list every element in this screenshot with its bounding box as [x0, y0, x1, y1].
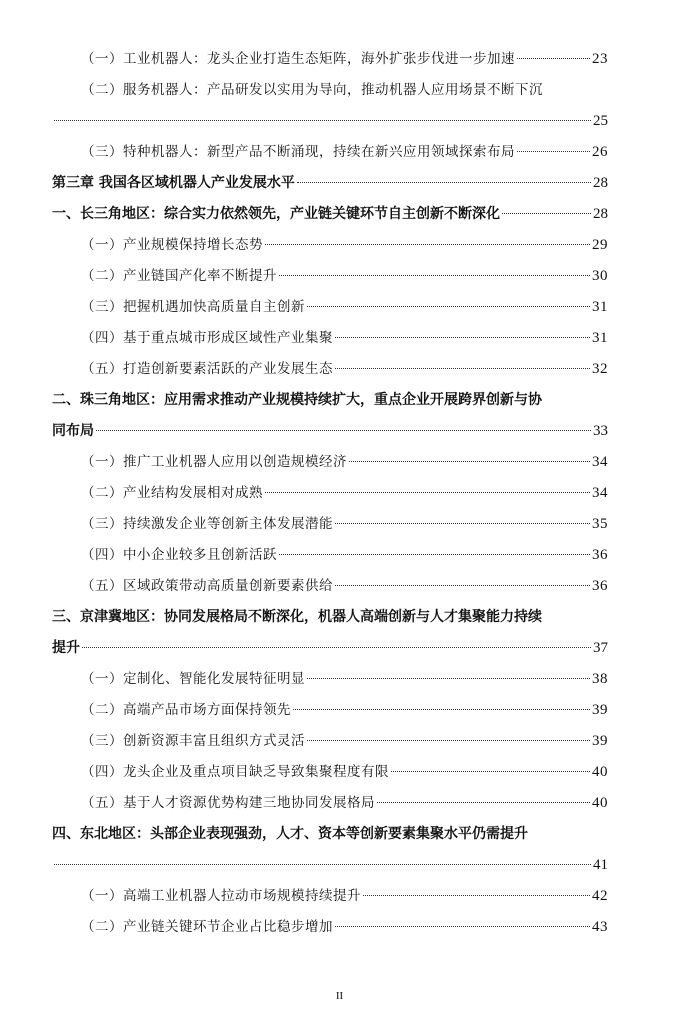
toc-entry-title: （三）把握机遇加快高质量自主创新	[81, 299, 305, 315]
toc-entry-title: （三）特种机器人：新型产品不断涌现，持续在新兴应用领域探索布局	[81, 144, 515, 160]
toc-entry[interactable]	[52, 881, 608, 912]
toc-entry-title: （四）基于重点城市形成区域性产业集聚	[81, 330, 333, 346]
toc-entry[interactable]	[52, 447, 608, 478]
toc-leader-dots	[391, 771, 590, 772]
toc-chapter-title: 第三章 我国各区域机器人产业发展水平	[52, 175, 295, 191]
toc-entry[interactable]	[52, 230, 608, 261]
toc-entry-title: （二）高端产品市场方面保持领先	[81, 702, 291, 718]
toc-section[interactable]	[52, 819, 608, 881]
toc-leader-dots	[502, 213, 591, 214]
toc-page-number: 43	[592, 919, 608, 935]
toc-entry-title: （五）区域政策带动高质量创新要素供给	[81, 578, 333, 594]
toc-entry[interactable]	[52, 540, 608, 571]
toc-entry-title: （一）定制化、智能化发展特征明显	[81, 671, 305, 687]
toc-entry[interactable]	[52, 509, 608, 540]
toc-leader-dots	[293, 709, 590, 710]
toc-section-title-continued: 提升	[52, 640, 80, 656]
toc-page-number: 41	[593, 857, 608, 873]
toc-section-title: 三、京津冀地区：协同发展格局不断深化，机器人高端创新与人才集聚能力持续	[52, 609, 542, 625]
toc-page-number: 42	[592, 888, 608, 904]
toc-section[interactable]	[52, 385, 608, 447]
toc-entry-title: （三）创新资源丰富且组织方式灵活	[81, 733, 305, 749]
toc-leader-dots	[377, 802, 590, 803]
toc-leader-dots	[363, 895, 590, 896]
toc-page-number: 40	[592, 795, 608, 811]
toc-entry[interactable]	[52, 695, 608, 726]
toc-page-number: 31	[592, 299, 608, 315]
toc-page-number: 40	[592, 764, 608, 780]
toc-section[interactable]	[52, 199, 608, 230]
toc-leader-dots	[307, 740, 590, 741]
toc-entry[interactable]	[52, 912, 608, 943]
toc-entry[interactable]	[52, 757, 608, 788]
toc-leader-dots	[307, 306, 590, 307]
toc-page-number: 39	[592, 702, 608, 718]
toc-leader-dots	[82, 647, 591, 648]
toc-entry[interactable]	[52, 75, 608, 137]
toc-page-number: 37	[593, 640, 608, 656]
toc-page-number: 36	[592, 547, 608, 563]
toc-page-number: 34	[592, 454, 608, 470]
toc-leader-dots	[54, 120, 591, 121]
toc-section-title: 一、长三角地区：综合实力依然领先，产业链关键环节自主创新不断深化	[52, 206, 500, 222]
toc-entry[interactable]	[52, 354, 608, 385]
toc-entry[interactable]	[52, 137, 608, 168]
toc-leader-dots	[265, 492, 590, 493]
toc-entry-title: （二）产业链关键环节企业占比稳步增加	[81, 919, 333, 935]
toc-entry-title: （四）龙头企业及重点项目缺乏导致集聚程度有限	[81, 764, 389, 780]
toc-page-number: 26	[592, 144, 608, 160]
toc-leader-dots	[335, 368, 590, 369]
toc-page-number: 28	[593, 175, 608, 191]
toc-entry[interactable]	[52, 292, 608, 323]
toc-section-title: 二、珠三角地区：应用需求推动产业规模持续扩大，重点企业开展跨界创新与协	[52, 392, 542, 408]
toc-leader-dots	[335, 585, 590, 586]
toc-page-number: 36	[592, 578, 608, 594]
toc-entry-title: （一）推广工业机器人应用以创造规模经济	[81, 454, 347, 470]
toc-entry[interactable]	[52, 726, 608, 757]
toc-section-title-continued: 同布局	[52, 423, 94, 439]
toc-entry-title: （二）产业链国产化率不断提升	[81, 268, 277, 284]
toc-page-number: 39	[592, 733, 608, 749]
toc-leader-dots	[96, 430, 591, 431]
toc-entry-title: （二）产业结构发展相对成熟	[81, 485, 263, 501]
toc-leader-dots	[279, 554, 590, 555]
table-of-contents	[52, 44, 608, 943]
toc-entry-title: （四）中小企业较多且创新活跃	[81, 547, 277, 563]
toc-entry[interactable]	[52, 478, 608, 509]
toc-section[interactable]	[52, 602, 608, 664]
toc-page-number: 32	[592, 361, 608, 377]
toc-leader-dots	[265, 244, 590, 245]
toc-page-number: 23	[592, 51, 608, 67]
toc-leader-dots	[54, 864, 591, 865]
toc-entry-title: （五）打造创新要素活跃的产业发展生态	[81, 361, 333, 377]
toc-leader-dots	[335, 523, 590, 524]
toc-entry-title: （一）高端工业机器人拉动市场规模持续提升	[81, 888, 361, 904]
toc-entry-title: （一）工业机器人：龙头企业打造生态矩阵，海外扩张步伐进一步加速	[81, 51, 515, 67]
toc-leader-dots	[279, 275, 590, 276]
toc-entry[interactable]	[52, 571, 608, 602]
toc-leader-dots	[349, 461, 590, 462]
toc-leader-dots	[335, 926, 590, 927]
toc-page-number: 38	[592, 671, 608, 687]
toc-page-number: 28	[593, 206, 608, 222]
toc-leader-dots	[517, 58, 590, 59]
toc-entry[interactable]	[52, 664, 608, 695]
toc-entry[interactable]	[52, 788, 608, 819]
toc-leader-dots	[335, 337, 590, 338]
toc-page-number: 34	[592, 485, 608, 501]
toc-entry-title: （五）基于人才资源优势构建三地协同发展格局	[81, 795, 375, 811]
toc-entry-title: （二）服务机器人：产品研发以实用为导向，推动机器人应用场景不断下沉	[81, 82, 543, 98]
toc-entry-title: （一）产业规模保持增长态势	[81, 237, 263, 253]
toc-entry[interactable]	[52, 323, 608, 354]
toc-page-number: 29	[592, 237, 608, 253]
page-footer-number: II	[335, 990, 344, 1002]
toc-page-number: 35	[592, 516, 608, 532]
toc-page-number: 31	[592, 330, 608, 346]
toc-section-title: 四、东北地区：头部企业表现强劲，人才、资本等创新要素集聚水平仍需提升	[52, 826, 528, 842]
toc-leader-dots	[307, 678, 590, 679]
toc-entry-title: （三）持续激发企业等创新主体发展潜能	[81, 516, 333, 532]
toc-page-number: 33	[593, 423, 608, 439]
toc-page-number: 30	[592, 268, 608, 284]
toc-leader-dots	[517, 151, 590, 152]
toc-leader-dots	[297, 182, 591, 183]
toc-chapter[interactable]	[52, 168, 608, 199]
toc-page-number: 25	[593, 113, 608, 129]
toc-entry[interactable]	[52, 261, 608, 292]
toc-entry[interactable]	[52, 44, 608, 75]
